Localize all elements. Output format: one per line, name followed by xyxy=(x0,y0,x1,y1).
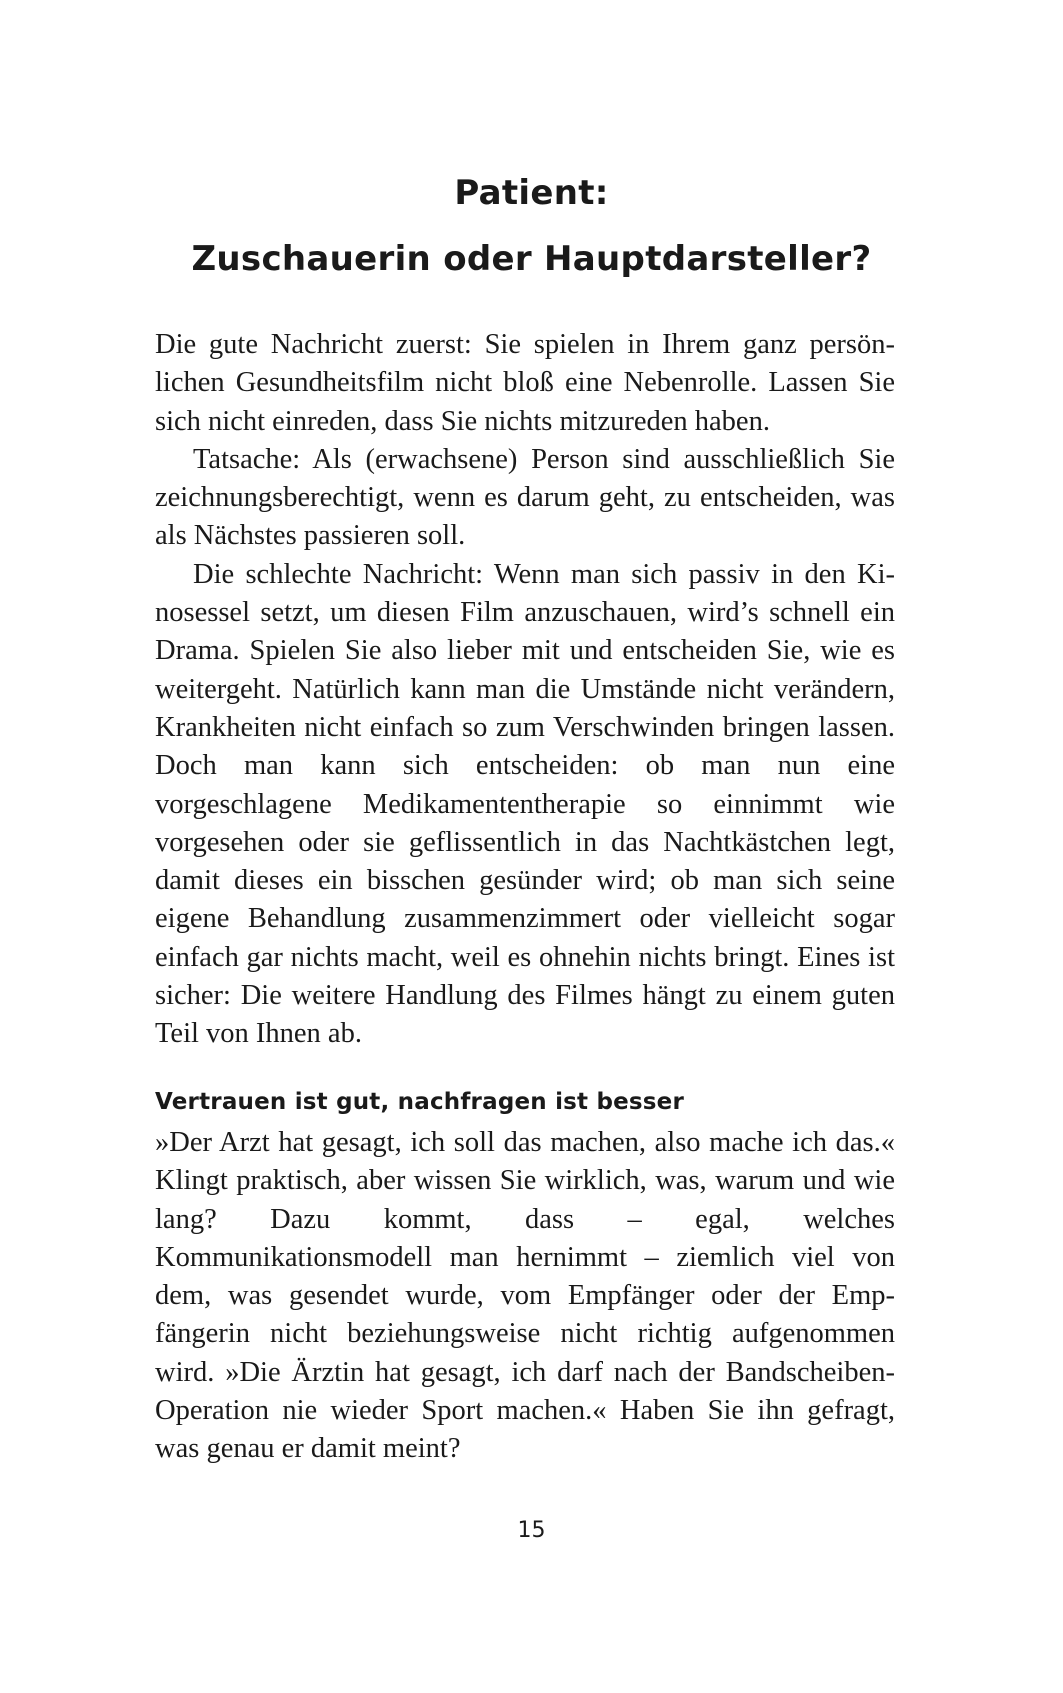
chapter-title-line-1: Patient: xyxy=(454,173,609,213)
chapter-title xyxy=(0,160,1063,292)
paragraph: Die schlechte Nachricht: Wenn man sich passiv in den Kinosessel setzt, um diesen Film anzuschauen, wird’s schnell ein Drama. Spielen Sie also lieber mit und entscheiden Sie, wie es weitergeht. Natürlich kann man die Umstände nicht verändern, Krankheiten nicht einfach so zum Verschwinden bringen lassen. Doch man kann sich entscheiden: ob man nun eine vorgeschlagene Medikamententherapie so einnimmt wie vorgesehen oder sie geflissentlich in das Nachtkästchen legt, damit dieses ein bisschen gesünder wird; ob man sich seine eigene Behandlung zusammenzimmert oder vielleicht sogar einfach gar nichts macht, weil es ohnehin nichts bringt. Eines ist sicher: Die weitere Handlung des Filmes hängt zu einem guten Teil von Ihnen ab. xyxy=(155,558,895,1050)
page-number: 15 xyxy=(517,1518,546,1543)
paragraph: Tatsache: Als (erwachsene) Person sind ausschließlich Sie zeichnungsberechtigt, wenn es darum geht, zu entscheiden, was als Nächstes passieren soll. xyxy=(155,443,895,552)
section-heading: Vertrauen ist gut, nachfragen ist besser xyxy=(155,1089,685,1115)
trust-section xyxy=(155,1124,895,1469)
paragraph: »Der Arzt hat gesagt, ich soll das machen, also mache ich das.« Klingt praktisch, aber wissen Sie wirklich, was, warum und wie lang? Dazu kommt, dass – egal, welches Kommunikationsmodell man hernimmt – ziemlich viel von dem, was gesendet wurde, vom Empfänger oder der Empfängerin nicht beziehungsweise nicht richtig aufgenommen wird. »Die Ärztin hat gesagt, ich darf nach der Bandscheiben-Operation nie wieder Sport machen.« Haben Sie ihn gefragt, was genau er damit meint? xyxy=(155,1127,895,1465)
chapter-title-line-2: Zuschauerin oder Hauptdarsteller? xyxy=(191,239,872,279)
paragraph: Die gute Nachricht zuerst: Sie spielen in Ihrem ganz persönlichen Gesundheitsfilm nicht bloß eine Nebenrolle. Lassen Sie sich nicht einreden, dass Sie nichts mitzureden haben. xyxy=(155,329,895,437)
intro-section xyxy=(155,326,895,1054)
